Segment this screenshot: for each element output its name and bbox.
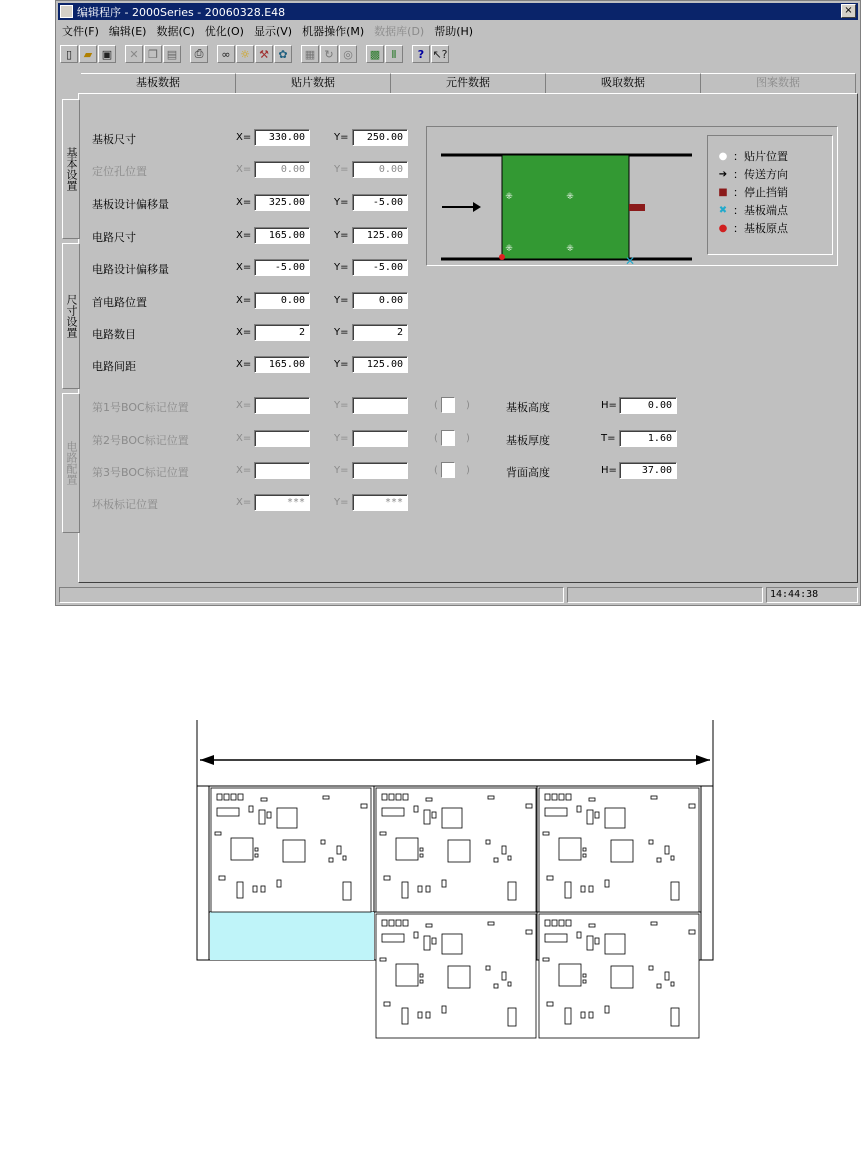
input-boc3-x[interactable] [254,462,310,479]
label-circuit_pitch: 电路间距 [92,360,136,373]
prefix-y: Y= [334,327,349,338]
rotate-icon[interactable]: ↻ [320,45,338,63]
paren-open: ( [434,433,438,444]
light-icon[interactable]: ☼ [236,45,254,63]
label-first_circuit: 首电路位置 [92,296,147,309]
spool-icon[interactable]: ◎ [339,45,357,63]
menu-display[interactable]: 显示(V) [253,25,293,38]
toolbar [60,42,856,66]
label-board_size: 基板尺寸 [92,133,136,146]
tab-pickup[interactable]: 吸取数据 [546,73,701,93]
input-bad_mark-y[interactable]: *** [352,494,408,511]
input-circuit_offset-y[interactable]: -5.00 [352,259,408,276]
status-pane-2 [567,587,763,603]
menu-machine[interactable]: 机器操作(M) [302,25,365,38]
tab-pattern: 图案数据 [701,73,856,93]
help-icon[interactable]: ? [412,45,430,63]
input-first_circuit-y[interactable]: 0.00 [352,292,408,309]
svg-text:⁜: ⁜ [505,244,513,254]
title-bar[interactable] [58,3,858,20]
prefix-x: X= [236,465,252,476]
origin-point-icon [499,254,505,260]
input-locate_hole-y[interactable]: 0.00 [352,161,408,178]
window-title: 编辑程序 - 2000Series - 20060328.E48 [77,5,286,19]
tab-circuit-config[interactable]: 电路配置 [62,393,80,533]
tab-component[interactable]: 元件数据 [391,73,546,93]
input-board_size-y[interactable]: 250.00 [352,129,408,146]
label-circuit_offset: 电路设计偏移量 [92,263,169,276]
boc-checkbox[interactable] [441,462,455,478]
label-locate_hole: 定位孔位置 [92,165,147,178]
tab-size-settings[interactable]: 尺寸设置 [62,243,80,389]
tab-placement[interactable]: 贴片数据 [236,73,391,93]
legend-mount: ● ：贴片位置 [718,150,788,163]
prefix-x: X= [236,497,252,508]
menu-database: 数据库(D) [374,25,425,38]
prefix-y: Y= [334,262,349,273]
input-circuit_pitch-y[interactable]: 125.00 [352,356,408,373]
input-board_offset-x[interactable]: 325.00 [254,194,310,211]
tab-board[interactable]: 基板数据 [81,73,236,93]
input-locate_hole-x[interactable]: 0.00 [254,161,310,178]
group-icon[interactable]: ✿ [274,45,292,63]
paren-close: ) [466,465,470,476]
legend-box [707,135,833,255]
legend-origin: ● ：基板原点 [718,222,788,235]
input-circuit_count-x[interactable]: 2 [254,324,310,341]
prefix-y: Y= [334,497,349,508]
delete-icon[interactable]: ✕ [125,45,143,63]
prefix-x: X= [236,262,252,273]
menu-data[interactable]: 数据(C) [156,25,195,38]
input-circuit_size-x[interactable]: 165.00 [254,227,310,244]
panel-illustration [0,720,864,1161]
prefix-x: X= [236,230,252,241]
prefix-y: Y= [334,359,349,370]
legend-stop: ■ ：停止挡销 [718,186,788,199]
prefix-x: X= [236,327,252,338]
label-boc1: 第1号BOC标记位置 [92,401,189,414]
prefix-y: Y= [334,197,349,208]
input-circuit_pitch-x[interactable]: 165.00 [254,356,310,373]
prefix-y: Y= [334,164,349,175]
input-circuit_size-y[interactable]: 125.00 [352,227,408,244]
paren-open: ( [434,400,438,411]
status-bar [59,587,857,604]
prefix-x: X= [236,400,252,411]
label-back_height: 背面高度 [506,466,550,479]
direction-arrow-icon [473,202,481,212]
prefix-x: X= [236,359,252,370]
input-boc1-x[interactable] [254,397,310,414]
save-icon[interactable]: ▣ [98,45,116,63]
boc-checkbox[interactable] [441,430,455,446]
prefix-y: Y= [334,433,349,444]
input-board_thickness[interactable]: 1.60 [619,430,677,447]
input-board_size-x[interactable]: 330.00 [254,129,310,146]
menu-file[interactable]: 文件(F) [62,25,99,38]
menu-edit[interactable]: 编辑(E) [108,25,147,38]
binoculars-icon[interactable]: ∞ [217,45,235,63]
paren-open: ( [434,465,438,476]
label-circuit_size: 电路尺寸 [92,231,136,244]
input-first_circuit-x[interactable]: 0.00 [254,292,310,309]
menu-bar [58,22,858,40]
legend-edge: ✖ ：基板端点 [718,204,788,217]
paren-close: ) [466,400,470,411]
svg-text:⁜: ⁜ [505,192,513,202]
prefix-y: Y= [334,132,349,143]
label-circuit_count: 电路数目 [92,328,136,341]
input-circuit_count-y[interactable]: 2 [352,324,408,341]
app-icon [60,5,73,18]
status-time: 14:44:38 [766,587,858,603]
prefix-x: X= [236,295,252,306]
svg-text:⁜: ⁜ [566,192,574,202]
new-icon[interactable]: ▯ [60,45,78,63]
input-bad_mark-x[interactable]: *** [254,494,310,511]
label-boc3: 第3号BOC标记位置 [92,466,189,479]
label-board_height: 基板高度 [506,401,550,414]
legend-direction: ➔ ：传送方向 [718,168,788,181]
prefix-back_height: H= [601,465,617,476]
prefix-board_height: H= [601,400,617,411]
prefix-x: X= [236,164,252,175]
frame-icon[interactable]: Ⅱ [385,45,403,63]
paren-close: ) [466,433,470,444]
tools-icon[interactable]: ⚒ [255,45,273,63]
tab-basic-settings[interactable]: 基本设置 [62,99,80,239]
input-board_offset-y[interactable]: -5.00 [352,194,408,211]
status-pane-1 [59,587,564,603]
edge-point-icon: ✕ [624,254,636,265]
prefix-x: X= [236,433,252,444]
prefix-board_thickness: T= [601,433,616,444]
copy-icon[interactable]: ❐ [144,45,162,63]
input-circuit_offset-x[interactable]: -5.00 [254,259,310,276]
prefix-y: Y= [334,400,349,411]
tab-strip [81,73,856,93]
input-boc2-y[interactable] [352,430,408,447]
input-boc3-y[interactable] [352,462,408,479]
prefix-y: Y= [334,295,349,306]
svg-text:⁜: ⁜ [566,244,574,254]
paste-icon[interactable]: ▤ [163,45,181,63]
label-board_thickness: 基板厚度 [506,434,550,447]
prefix-y: Y= [334,465,349,476]
label-boc2: 第2号BOC标记位置 [92,434,189,447]
menu-optimize[interactable]: 优化(O) [204,25,244,38]
input-back_height[interactable]: 37.00 [619,462,677,479]
board-icon[interactable]: ▩ [366,45,384,63]
context-help-icon[interactable]: ↖? [431,45,449,63]
prefix-x: X= [236,197,252,208]
input-boc2-x[interactable] [254,430,310,447]
menu-help[interactable]: 帮助(H) [434,25,474,38]
label-bad_mark: 坏板标记位置 [92,498,158,511]
prefix-x: X= [236,132,252,143]
prefix-y: Y= [334,230,349,241]
input-board_height[interactable]: 0.00 [619,397,677,414]
input-boc1-y[interactable] [352,397,408,414]
editor-window [55,0,861,606]
print-icon[interactable]: ⎙ [190,45,208,63]
boc-checkbox[interactable] [441,397,455,413]
label-board_offset: 基板设计偏移量 [92,198,169,211]
open-icon[interactable]: ▰ [79,45,97,63]
close-button[interactable]: × [841,4,856,18]
chip-icon[interactable]: ▦ [301,45,319,63]
stop-pin-icon [629,204,645,211]
